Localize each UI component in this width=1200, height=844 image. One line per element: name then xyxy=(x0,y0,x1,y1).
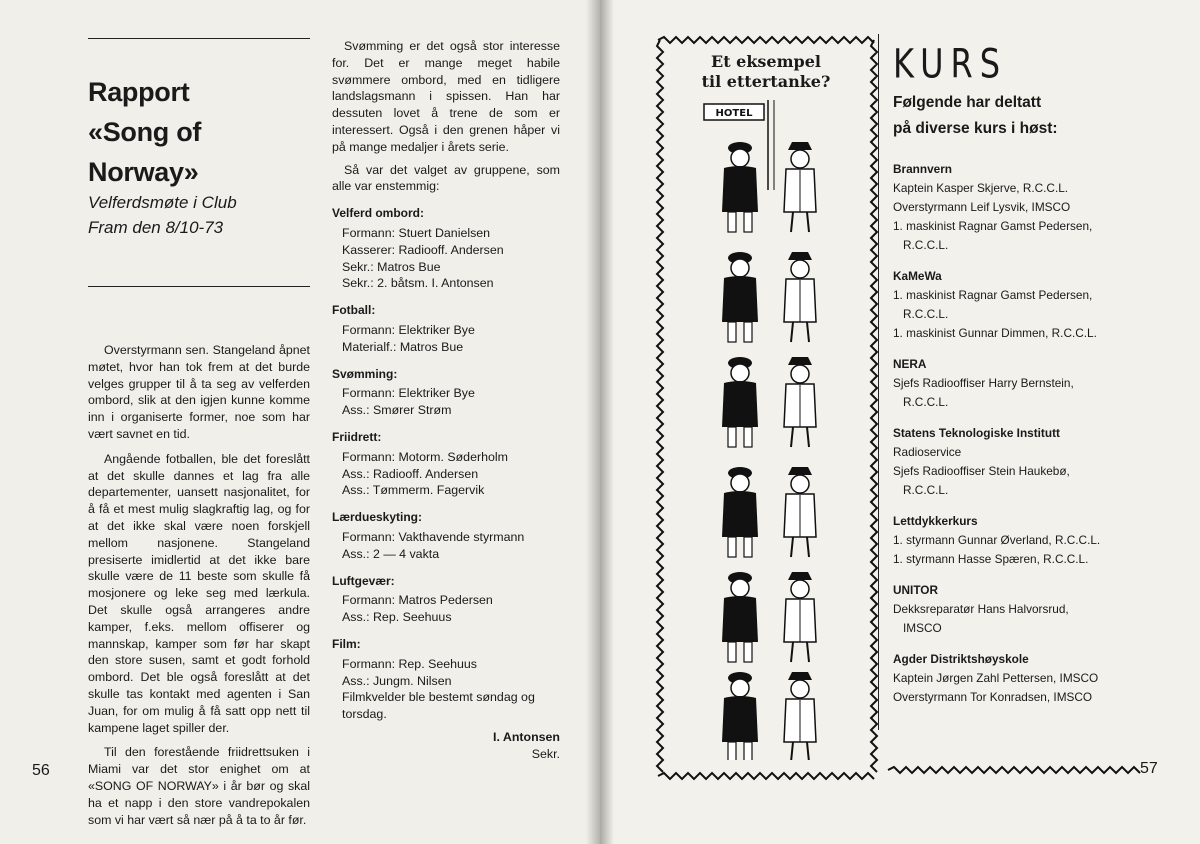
man-head xyxy=(791,260,809,278)
course-heading: NERA xyxy=(893,357,927,371)
group-line: Formann: Elektriker Bye xyxy=(342,322,475,337)
group-line: Sekr.: 2. båtsm. I. Antonsen xyxy=(342,276,494,291)
paragraph: Overstyrmann sen. Stangeland åpnet møtet, hvor han tok frem at det burde velges grupper til å ta seg av velferden ombord, slik at den igjen kunne komme inn i organiserte former, noe som har vært savnet en tid. xyxy=(88,343,310,441)
group-line: Ass.: Rep. Seehuus xyxy=(342,610,452,625)
kurs-subtitle-line: på diverse kurs i høst: xyxy=(893,120,1058,137)
signature-name: I. Antonsen xyxy=(493,729,560,744)
man-leg xyxy=(807,642,809,662)
course-participant: 1. styrmann Hasse Spæren, R.C.C.L. xyxy=(893,552,1089,566)
man-hat xyxy=(788,672,812,680)
course-heading: Lettdykkerkurs xyxy=(893,514,978,528)
man-head xyxy=(791,680,809,698)
page-number-left: 56 xyxy=(32,762,50,779)
group-section xyxy=(332,636,560,723)
man-leg xyxy=(791,212,793,232)
course-participant: Overstyrmann Leif Lysvik, IMSCO xyxy=(893,200,1071,214)
officer-head xyxy=(731,259,749,277)
group-section xyxy=(332,509,560,562)
group-heading: Film: xyxy=(332,636,361,651)
paragraph: Svømming er det også stor interesse for. Det er mange meget habile svømmere ombord, med en tidligere landslagsmann i spissen. Han har dessuten lovet å trene de som er interessert. Også i den grenen håper vi på mange medaljer i årets serie. xyxy=(332,39,560,154)
kurs-title: KURS xyxy=(893,40,1008,88)
subtitle-line: Fram den 8/10-73 xyxy=(88,218,224,237)
subtitle-line: Velferdsmøte i Club xyxy=(88,193,237,212)
group-line: Formann: Vakthavende styrmann xyxy=(342,529,525,544)
course-participant: R.C.C.L. xyxy=(903,483,949,497)
officer-leg xyxy=(744,642,752,662)
article-subtitle xyxy=(88,190,328,240)
group-heading: Luftgevær: xyxy=(332,573,395,588)
course-participant: 1. maskinist Ragnar Gamst Pedersen, xyxy=(893,288,1093,302)
man-hat xyxy=(788,467,812,475)
man-leg xyxy=(807,742,809,760)
man-head xyxy=(791,150,809,168)
course-participant: 1. maskinist Gunnar Dimmen, R.C.C.L. xyxy=(893,326,1097,340)
course-heading: KaMeWa xyxy=(893,269,942,283)
officer-coat xyxy=(722,166,758,212)
course-participant: Kaptein Jørgen Zahl Pettersen, IMSCO xyxy=(893,671,1099,685)
officer-head xyxy=(731,364,749,382)
course-participant: R.C.C.L. xyxy=(903,307,949,321)
signature-title: Sekr. xyxy=(531,746,560,761)
course-participant: Sjefs Radiooffiser Stein Haukebø, xyxy=(893,464,1070,478)
course-participant: R.C.C.L. xyxy=(903,238,949,252)
officer-leg xyxy=(744,742,752,760)
group-line: Ass.: 2 — 4 vakta xyxy=(342,546,440,561)
officer-coat xyxy=(722,491,758,537)
course-participant: R.C.C.L. xyxy=(903,395,949,409)
officer-leg xyxy=(744,212,752,232)
officer-head xyxy=(731,149,749,167)
officer-coat xyxy=(722,596,758,642)
cartoon-title-line: til ettertanke? xyxy=(701,72,831,91)
officer-leg xyxy=(744,427,752,447)
group-line: Formann: Stuert Danielsen xyxy=(342,225,491,240)
course-participant: Overstyrmann Tor Konradsen, IMSCO xyxy=(893,690,1093,704)
bottom-rule xyxy=(88,286,310,287)
group-line: Formann: Matros Pedersen xyxy=(342,593,493,608)
group-heading: Velferd ombord: xyxy=(332,206,425,221)
group-section xyxy=(332,366,560,419)
gutter-shadow-right xyxy=(600,0,614,844)
top-rule xyxy=(88,38,310,39)
man-leg xyxy=(791,322,793,342)
man-leg xyxy=(807,537,809,557)
course-participant: Sjefs Radiooffiser Harry Bernstein, xyxy=(893,376,1074,390)
man-head xyxy=(791,365,809,383)
cartoon-panels xyxy=(722,142,816,760)
group-section xyxy=(332,573,560,626)
officer-head xyxy=(731,679,749,697)
cartoon-title xyxy=(666,52,866,92)
group-line: Ass.: Tømmerm. Fagervik xyxy=(342,483,485,498)
officer-coat xyxy=(722,381,758,427)
officer-coat xyxy=(722,276,758,322)
course-participant: 1. styrmann Gunnar Øverland, R.C.C.L. xyxy=(893,533,1101,547)
group-section xyxy=(332,205,560,292)
man-head xyxy=(791,580,809,598)
man-leg xyxy=(807,427,809,447)
course-participant: Kaptein Kasper Skjerve, R.C.C.L. xyxy=(893,181,1069,195)
cartoon-strip xyxy=(700,100,840,760)
course-heading: Statens Teknologiske Institutt xyxy=(893,426,1060,440)
course-participant: 1. maskinist Ragnar Gamst Pedersen, xyxy=(893,219,1093,233)
page-number-right: 57 xyxy=(1140,760,1158,777)
kurs-rule xyxy=(882,142,886,762)
course-heading: Agder Distriktshøyskole xyxy=(893,652,1029,666)
group-line: Kasserer: Radiooff. Andersen xyxy=(342,242,504,257)
group-section xyxy=(332,429,560,499)
man-leg xyxy=(791,642,793,662)
officer-coat xyxy=(722,696,758,742)
title-line: Norway» xyxy=(88,157,199,187)
man-head xyxy=(791,475,809,493)
man-leg xyxy=(807,322,809,342)
officer-leg xyxy=(744,537,752,557)
title-line: Rapport xyxy=(88,77,190,107)
kurs-subtitle-line: Følgende har deltatt xyxy=(893,94,1042,111)
man-leg xyxy=(791,742,793,760)
gutter-shadow-left xyxy=(586,0,600,844)
kurs-list xyxy=(893,160,1133,707)
officer-head xyxy=(731,474,749,492)
bottom-zigzag-rule xyxy=(886,764,1148,776)
course-participant: IMSCO xyxy=(903,621,942,635)
officer-leg xyxy=(728,427,736,447)
group-heading: Svømming: xyxy=(332,366,398,381)
paragraph: Til den forestående friidrettsuken i Miami var det stor enighet om at «SONG OF NORWAY» i år bør og skal ha et napp i den store vandrepokalen som vi har vært så nær på å ta to år før. xyxy=(88,745,310,827)
paragraph: Angående fotballen, ble det foreslått at det skulle dannes et lag fra alle departementer, uansett nasjonalitet, for å få et mest mulig slagkraftig lag, og for at det ikke skal være noen forskjell mellom nasjonene. Stangeland presiserte imidlertid at det ikke bare skulle være de 11 beste som skulle få mosjonere og leke seg med lærkula. Det skulle også arrangeres andre kamper, f.eks. mellom offiserer og mannskap, kamper som før har skapt den store susen, samt et godt forhold ombord. Det ble også foreslått at det skulle tas kontakt med agenten i San Juan, for om mulig å få satt opp nett til kampene laget spiller der. xyxy=(88,451,310,735)
kurs-divider xyxy=(878,34,879,730)
group-line: Formann: Elektriker Bye xyxy=(342,386,475,401)
man-leg xyxy=(791,537,793,557)
course-participant: Radioservice xyxy=(893,445,962,459)
group-line: Materialf.: Matros Bue xyxy=(342,339,464,354)
man-hat xyxy=(788,357,812,365)
officer-leg xyxy=(728,322,736,342)
man-leg xyxy=(791,427,793,447)
man-leg xyxy=(807,212,809,232)
course-heading: UNITOR xyxy=(893,583,939,597)
group-line: Formann: Motorm. Søderholm xyxy=(342,449,508,464)
man-hat xyxy=(788,252,812,260)
officer-leg xyxy=(744,322,752,342)
group-line: Ass.: Radiooff. Andersen xyxy=(342,466,479,481)
group-heading: Friidrett: xyxy=(332,429,382,444)
article-title xyxy=(88,72,328,192)
group-section xyxy=(332,302,560,355)
officer-head xyxy=(731,579,749,597)
officer-leg xyxy=(728,537,736,557)
man-hat xyxy=(788,572,812,580)
officer-leg xyxy=(728,642,736,662)
man-hat xyxy=(788,142,812,150)
course-heading: Brannvern xyxy=(893,162,953,176)
cartoon-title-line: Et eksempel xyxy=(711,52,821,71)
group-line: Formann: Rep. Seehuus xyxy=(342,656,477,671)
signature xyxy=(332,729,560,763)
course-participant: Dekksreparatør Hans Halvorsrud, xyxy=(893,602,1069,616)
title-line: «Song of xyxy=(88,117,202,147)
groups-column xyxy=(332,38,560,762)
paragraph: Så var det valget av gruppene, som alle var enstemmig: xyxy=(332,162,560,194)
group-heading: Lærdueskyting: xyxy=(332,510,423,525)
group-line: Ass.: Jungm. Nilsen xyxy=(342,673,452,688)
group-line: Sekr.: Matros Bue xyxy=(342,259,441,274)
group-line: Ass.: Smører Strøm xyxy=(342,403,452,418)
officer-leg xyxy=(728,212,736,232)
kurs-subtitle xyxy=(893,90,1113,142)
group-heading: Fotball: xyxy=(332,303,376,318)
group-line: Filmkvelder ble bestemt søndag og torsdag. xyxy=(342,690,535,722)
body-column xyxy=(88,342,310,836)
hotel-sign-text: HOTEL xyxy=(715,108,753,119)
officer-leg xyxy=(728,742,736,760)
